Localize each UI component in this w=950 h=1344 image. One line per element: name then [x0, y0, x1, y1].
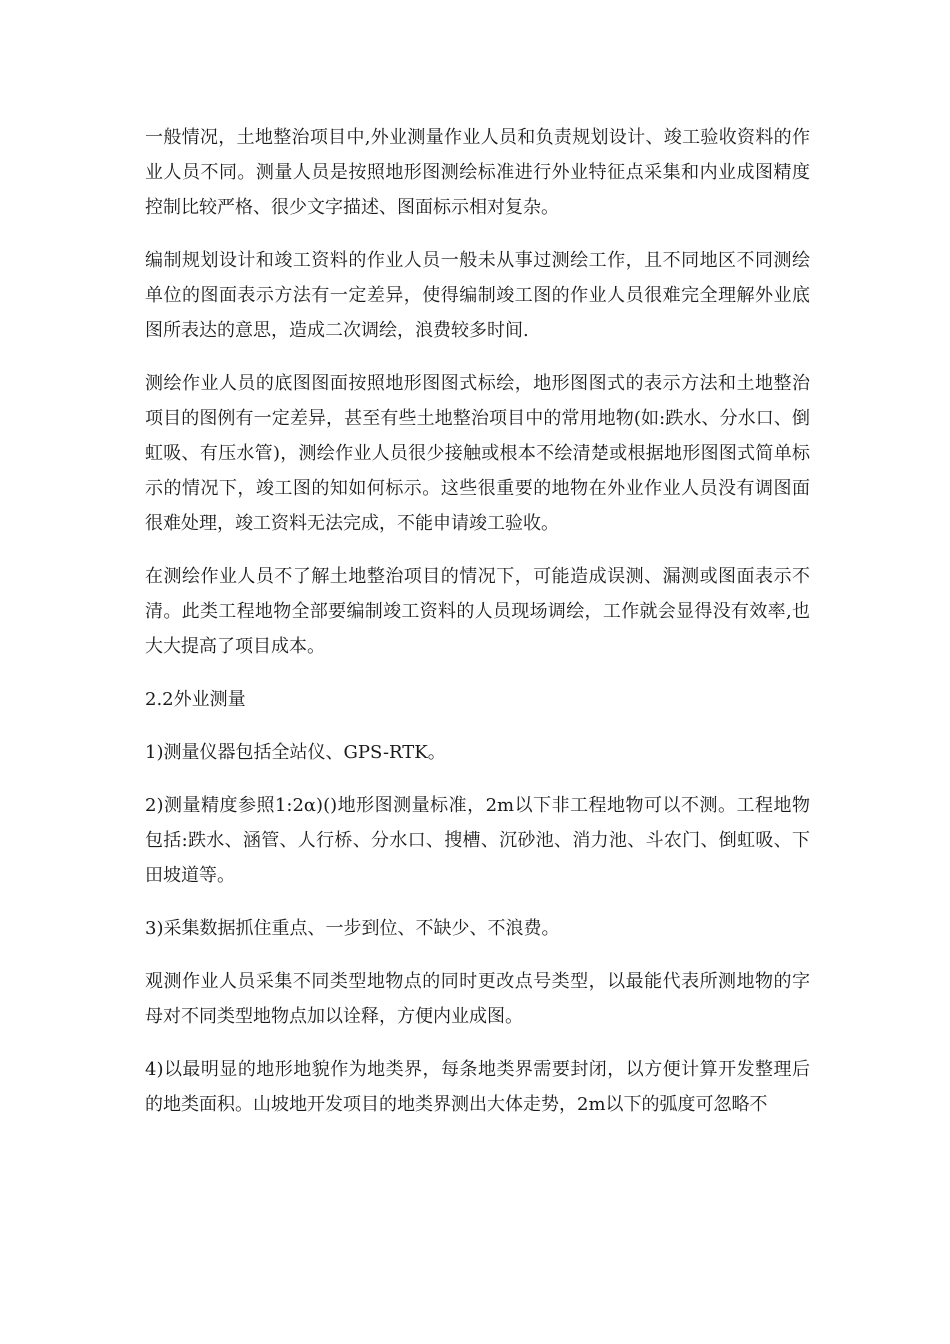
list-item-4: 4)以最明显的地形地貌作为地类界，每条地类界需要封闭，以方便计算开发整理后的地类面积。山坡地开发项目的地类界测出大体走势，2m以下的弧度可忽略不	[145, 1059, 810, 1115]
paragraph-3: 测绘作业人员的底图图面按照地形图图式标绘，地形图图式的表示方法和土地整治项目的图例有一定差异，甚至有些土地整治项目中的常用地物(如:跌水、分水口、倒虹吸、有压水管)，测绘作业人员很少接触或根本不绘清楚或根据地形图图式简单标示的情况下，竣工图的知如何标示。这些很重要的地物在外业作业人员没有调图面很难处理，竣工资料无法完成，不能申请竣工验收。	[145, 373, 810, 534]
list-item-1: 1)测量仪器包括全站仪、GPS-RTK。	[145, 742, 446, 763]
paragraph-5: 观测作业人员采集不同类型地物点的同时更改点号类型，以最能代表所测地物的字母对不同类型地物点加以诠释，方便内业成图。	[145, 971, 810, 1027]
document-body	[145, 120, 810, 1140]
list-item-3: 3)采集数据抓住重点、一步到位、不缺少、不浪费。	[145, 918, 560, 939]
paragraph-4: 在测绘作业人员不了解土地整治项目的情况下，可能造成误测、漏测或图面表示不清。此类工程地物全部要编制竣工资料的人员现场调绘，工作就会显得没有效率,也大大提高了项目成本。	[145, 566, 810, 657]
paragraph-1: 一般情况，土地整治项目中,外业测量作业人员和负责规划设计、竣工验收资料的作业人员不同。测量人员是按照地形图测绘标准进行外业特征点采集和内业成图精度控制比较严格、很少文字描述、图面标示相对复杂。	[145, 127, 810, 218]
list-item-2: 2)测量精度参照1:2α)()地形图测量标准，2m以下非工程地物可以不测。工程地物包括:跌水、涵管、人行桥、分水口、搜槽、沉砂池、消力池、斗农门、倒虹吸、下田坡道等。	[145, 795, 810, 886]
paragraph-2: 编制规划设计和竣工资料的作业人员一般未从事过测绘工作，且不同地区不同测绘单位的图面表示方法有一定差异，使得编制竣工图的作业人员很难完全理解外业底图所表达的意思，造成二次调绘，浪费较多时间.	[145, 250, 810, 341]
section-heading: 2.2外业测量	[145, 689, 246, 710]
